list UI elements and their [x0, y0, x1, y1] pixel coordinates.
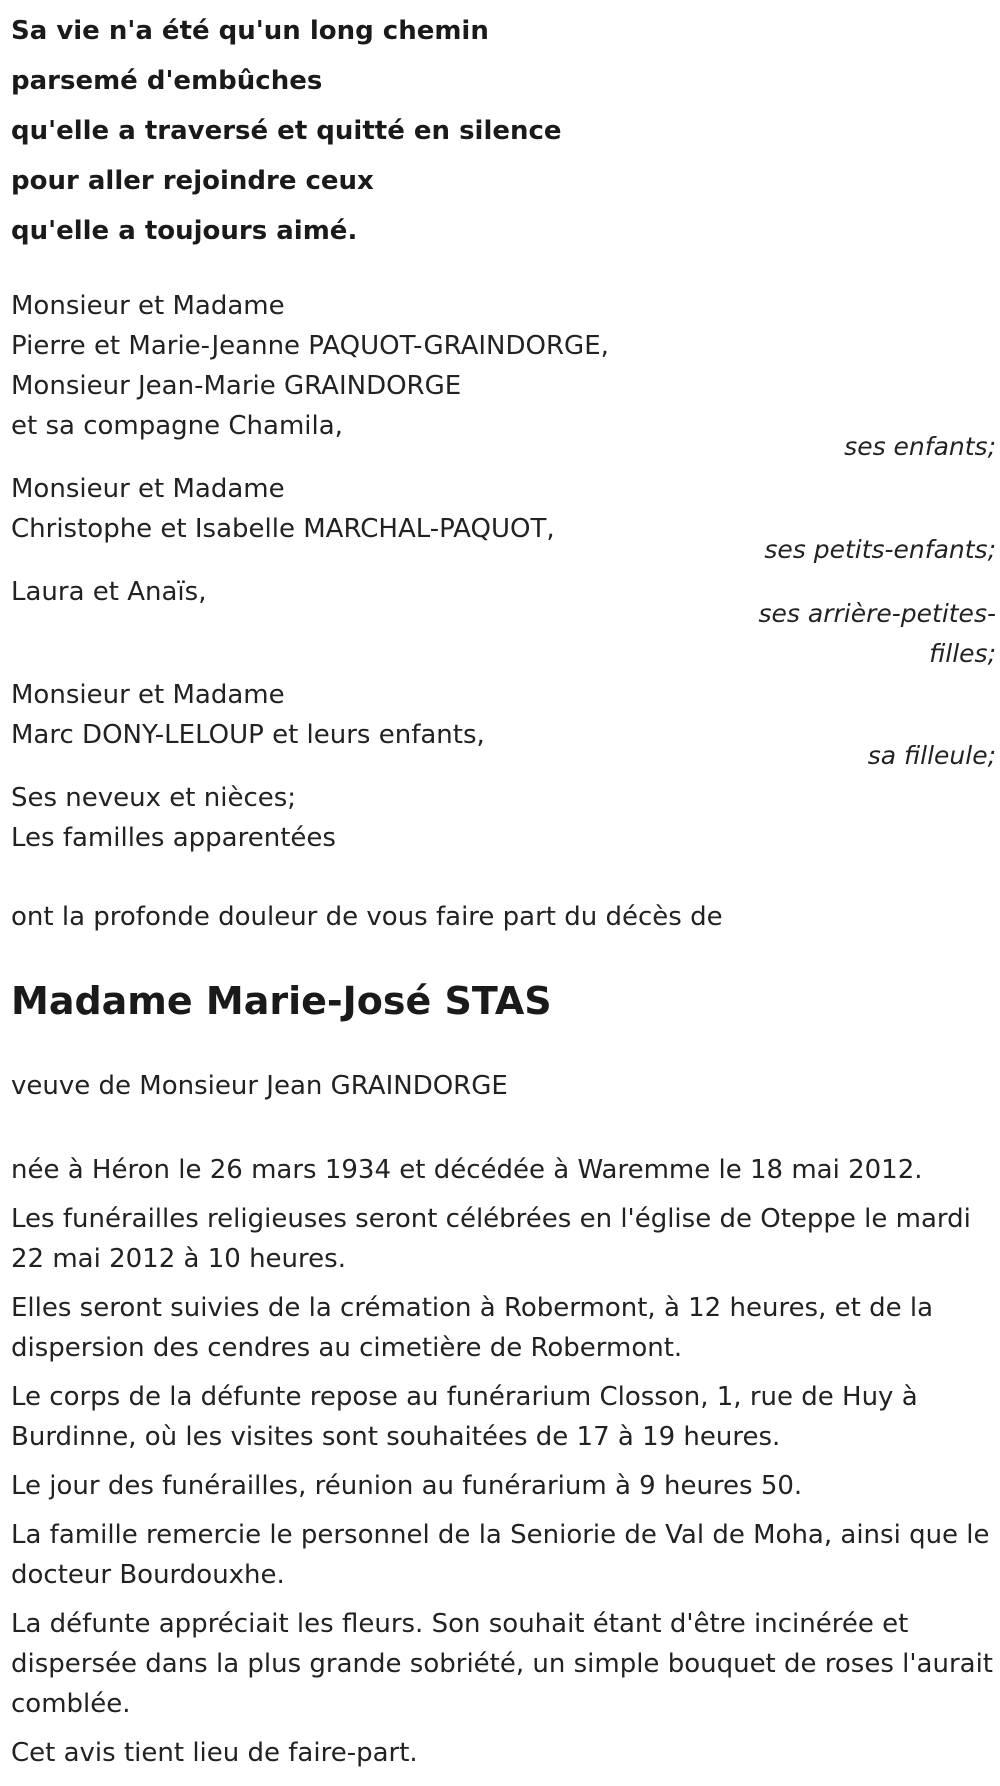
- detail-paragraph: Le jour des funérailles, réunion au funérarium à 9 heures 50.: [11, 1471, 803, 1501]
- announcement-intro: ont la profonde douleur de vous faire part du décès de: [11, 902, 723, 932]
- family-line: Les familles apparentées: [11, 823, 336, 853]
- poem-line: Sa vie n'a été qu'un long chemin: [11, 16, 489, 46]
- family-line: Monsieur et Madame: [11, 680, 285, 710]
- family-line: et sa compagne Chamila,: [11, 411, 343, 441]
- poem-line: parsemé d'embûches: [11, 66, 323, 96]
- detail-paragraph: La défunte appréciait les fleurs. Son souhait étant d'être incinérée et dispersée dans la plus grande sobriété, un simple bouquet de roses l'aurait comblée.: [11, 1609, 993, 1719]
- family-line: Monsieur et Madame: [11, 474, 285, 504]
- other-relatives-block: [11, 778, 996, 858]
- relation-label: ses arrière-petites-: [758, 599, 996, 628]
- children-block: [11, 286, 996, 461]
- detail-paragraph: Le corps de la défunte repose au funérarium Closson, 1, rue de Huy à Burdinne, où les visites sont souhaitées de 17 à 19 heures.: [11, 1382, 918, 1452]
- relation-label: filles;: [929, 639, 996, 668]
- family-line: Ses neveux et nièces;: [11, 783, 297, 813]
- goddaughter-block: [11, 675, 996, 770]
- family-line: Marc DONY-LELOUP et leurs enfants,: [11, 720, 485, 750]
- family-line: Monsieur et Madame: [11, 291, 285, 321]
- poem-line: qu'elle a toujours aimé.: [11, 216, 358, 246]
- detail-paragraph: Elles seront suivies de la crémation à Robermont, à 12 heures, et de la dispersion des cendres au cimetière de Robermont.: [11, 1293, 934, 1363]
- family-line: Christophe et Isabelle MARCHAL-PAQUOT,: [11, 514, 555, 544]
- relation-label: ses petits-enfants;: [764, 535, 996, 564]
- detail-paragraph: Cet avis tient lieu de faire-part.: [11, 1738, 418, 1768]
- great-grandchildren-block: [11, 572, 996, 668]
- family-line: Laura et Anaïs,: [11, 577, 207, 607]
- family-line: Monsieur Jean-Marie GRAINDORGE: [11, 371, 462, 401]
- detail-paragraph: Les funérailles religieuses seront célébrées en l'église de Oteppe le mardi 22 mai 2012 à 10 heures.: [11, 1204, 971, 1274]
- detail-paragraph: La famille remercie le personnel de la Seniorie de Val de Moha, ainsi que le docteur Bourdouxhe.: [11, 1520, 990, 1590]
- deceased-name: Madame Marie-José STAS: [11, 979, 552, 1023]
- details-section: [11, 1150, 996, 1782]
- family-line: Pierre et Marie-Jeanne PAQUOT-GRAINDORGE,: [11, 331, 609, 361]
- relation-label: sa filleule;: [867, 741, 996, 770]
- widow-of-line: veuve de Monsieur Jean GRAINDORGE: [11, 1071, 508, 1101]
- poem-line: qu'elle a traversé et quitté en silence: [11, 116, 562, 146]
- poem-line: pour aller rejoindre ceux: [11, 166, 374, 196]
- grandchildren-block: [11, 469, 996, 564]
- opening-poem: [11, 6, 791, 256]
- relation-label: ses enfants;: [844, 432, 996, 461]
- detail-paragraph: née à Héron le 26 mars 1934 et décédée à Waremme le 18 mai 2012.: [11, 1155, 923, 1185]
